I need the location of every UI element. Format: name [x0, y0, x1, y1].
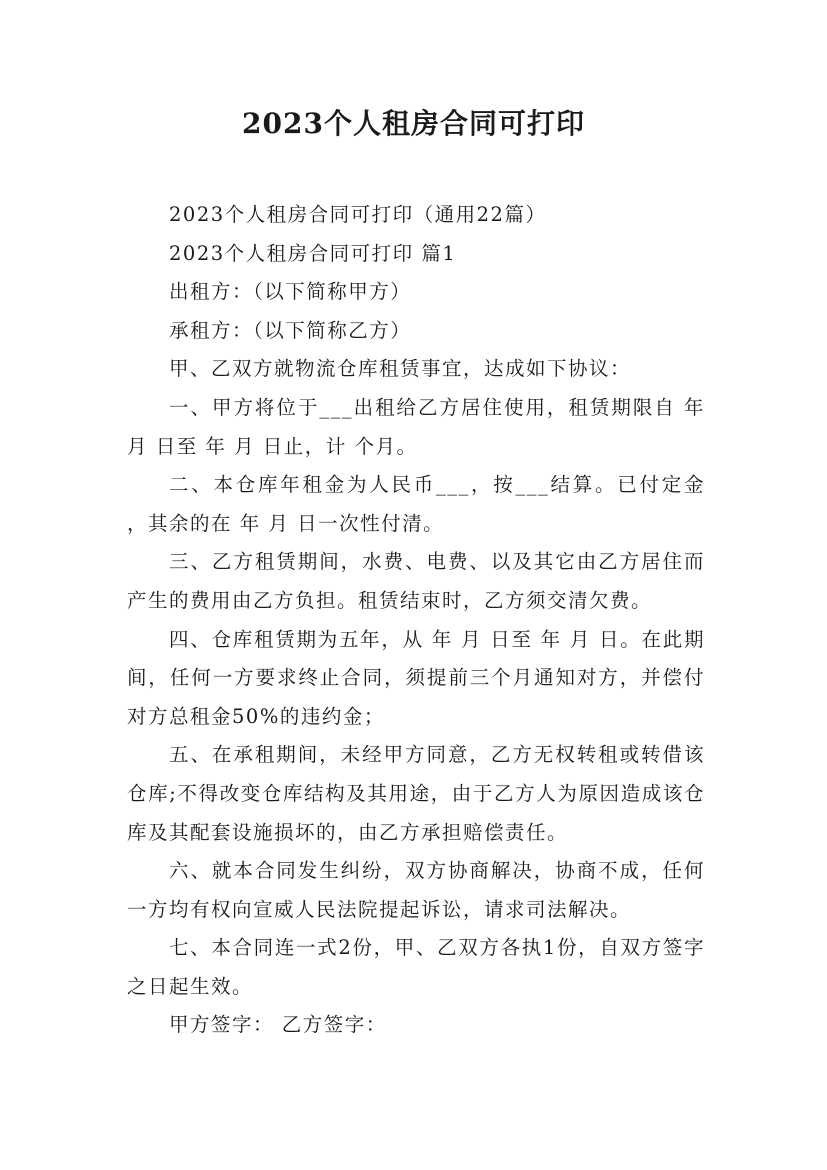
clause-2: 二、本仓库年租金为人民币___，按___结算。已付定金 ，其余的在 年 月 日一次性付清。	[127, 473, 705, 535]
clause-6: 六、就本合同发生纠纷，双方协商解决，协商不成，任何一方均有权向宣威人民法院提起诉讼，请求司法解决。	[127, 859, 705, 921]
clause-4: 四、仓库租赁期为五年，从 年 月 日至 年 月 日。在此期间，任何一方要求终止合同，须提前三个月通知对方，并偿付对方总租金50%的违约金；	[127, 627, 705, 728]
document-title: 2023个人租房合同可打印	[242, 107, 585, 140]
clause-7: 七、本合同连一式2份，甲、乙双方各执1份，自双方签字之日起生效。	[127, 936, 705, 998]
subtitle-paragraph: 2023个人租房合同可打印（通用22篇）	[169, 203, 547, 226]
document-body	[127, 196, 705, 1045]
signature-line: 甲方签字： 乙方签字：	[169, 1013, 387, 1037]
agreement-intro: 甲、乙双方就物流仓库租赁事宜，达成如下协议：	[169, 357, 632, 381]
clause-1: 一、甲方将位于___出租给乙方居住使用，租赁期限自 年 月 日至 年 月 日止，计 个月。	[127, 395, 705, 458]
clause-5: 五、在承租期间，未经甲方同意，乙方无权转租或转借该仓库;不得改变仓库结构及其用途，由于乙方人为原因造成该仓库及其配套设施损坏的，由乙方承担赔偿责任。	[127, 743, 705, 844]
clause-3: 三、乙方租赁期间，水费、电费、以及其它由乙方居住而产生的费用由乙方负担。租赁结束时，乙方须交清欠费。	[127, 550, 705, 612]
lessor-line: 出租方：（以下简称甲方）	[169, 280, 412, 304]
section-heading: 2023个人租房合同可打印 篇1	[169, 241, 457, 265]
lessee-line: 承租方：（以下简称乙方）	[169, 318, 412, 342]
